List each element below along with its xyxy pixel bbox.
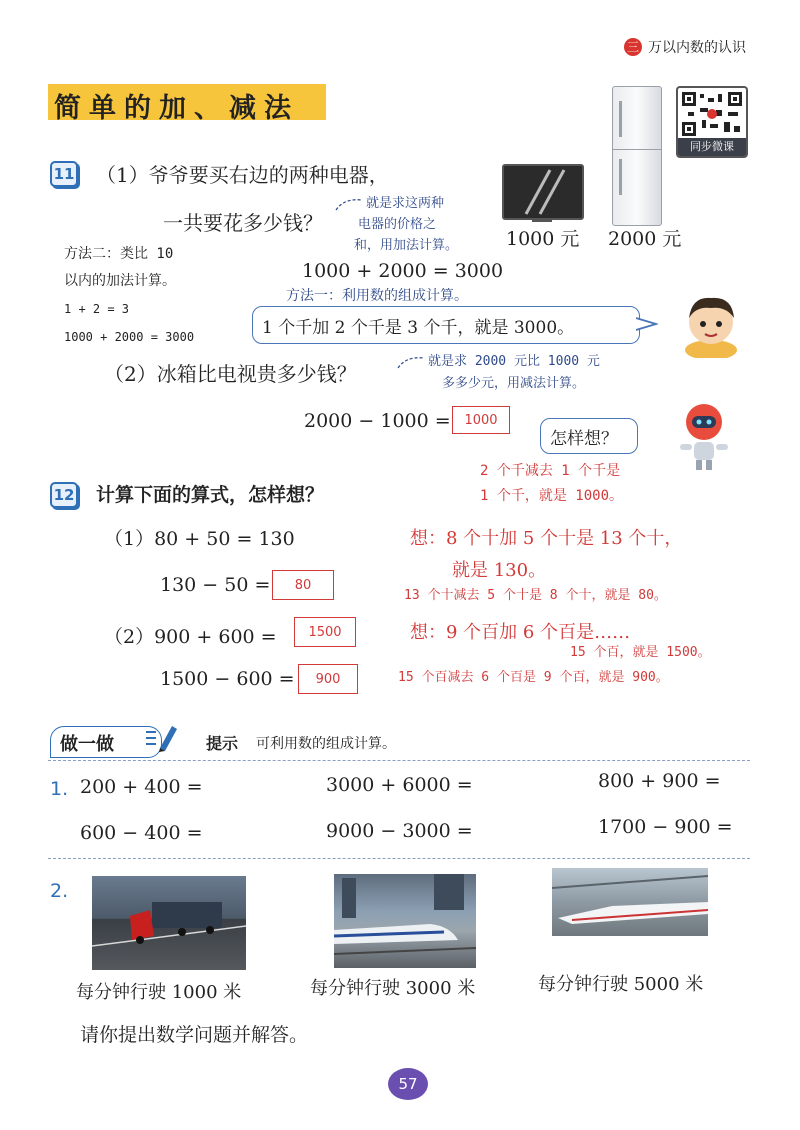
exercise-1-item: 600 − 400 = [80,822,203,844]
qr-label: 同步微课 [678,138,746,156]
unit-title: 万以内数的认识 [648,40,746,56]
q12-part1-eq2: 130 − 50 = [160,574,271,596]
think2-line2: 15 个百，就是 1500。 [570,645,711,660]
tv-stand [532,218,552,222]
note1-line3: 和，用加法计算。 [354,238,459,253]
q12-part2-eq1: （2）900 + 600 = [104,626,277,648]
exercise-1-item: 200 + 400 = [80,776,203,798]
exercise-1-item: 1700 − 900 = [598,816,733,838]
photo-caption-3: 每分钟行驶 5000 米 [538,974,704,995]
note1-line2: 电器的价格之 [358,217,437,232]
hint-label: 提示 [206,734,239,753]
exercise-1-item: 3000 + 6000 = [326,774,473,796]
think1-line1: 想：8 个十加 5 个十是 13 个十， [410,528,683,549]
q12-title: 计算下面的算式，怎样想？ [96,484,325,506]
note2-line1: 就是求 2000 元比 1000 元 [428,354,600,369]
eq2-answer-box[interactable]: 1000 [452,406,510,434]
exercise-1-number: 1. [50,778,69,800]
think2-line1: 想：9 个百加 6 个百是…… [410,622,631,643]
robot-note-line1: 2 个千减去 1 个千是 [480,463,621,479]
think2-line3: 15 个百减去 6 个百是 9 个百，就是 900。 [398,670,669,685]
tv-screen-icon [504,166,582,218]
exercise-1-item: 9000 − 3000 = [326,820,473,842]
pencil-icon [144,722,178,752]
robot-bubble-text: 怎样想？ [550,429,618,449]
think1-line2: 就是 130。 [452,560,547,581]
qr-code[interactable] [676,86,748,158]
section-title: 简单的加、减法 [54,93,299,124]
robot-icon [674,400,734,472]
page-number: 57 [388,1068,428,1100]
eq-main: 1000 + 2000 = 3000 [302,260,504,282]
note1-line1: 就是求这两种 [366,196,445,211]
exercise-1-item: 800 + 900 = [598,770,721,792]
speech-bubble-boy-text: 1 个千加 2 个千是 3 个千，就是 3000。 [262,318,575,338]
note2-line2: 多多少元，用减法计算。 [442,376,586,391]
fridge-image [612,86,662,226]
method2-line2: 以内的加法计算。 [64,273,176,289]
note2-arrow-icon [396,354,426,370]
unit-badge: 三 [624,38,642,56]
tv-image [502,164,584,220]
train-icon [334,874,476,968]
q11-part1-line1: （1）爷爷要买右边的两种电器， [96,163,389,187]
q11-part1-line2: 一共要花多少钱？ [163,211,323,235]
method2-eq2: 1000 + 2000 = 3000 [64,330,195,344]
boy-avatar-icon [678,288,744,358]
note1-arrow-icon [334,196,364,212]
tv-price: 1000 元 [506,228,580,250]
q12-part2-answer-box-2[interactable]: 900 [298,664,358,694]
q12-part2-eq2: 1500 − 600 = [160,668,295,690]
method1-label: 方法一：利用数的组成计算。 [286,288,468,304]
problem-11-badge: 11 [50,161,78,187]
qr-pattern-icon [680,90,744,138]
divider-2 [48,858,750,859]
divider-1 [48,760,750,761]
method2-eq1: 1 + 2 = 3 [64,302,130,316]
photo-caption-2: 每分钟行驶 3000 米 [310,978,476,999]
think1-line3: 13 个十减去 5 个十是 8 个十，就是 80。 [404,588,667,603]
train-photo-2 [552,868,708,936]
practice-label: 做一做 [60,734,114,755]
train-icon [552,868,708,936]
robot-note-line2: 1 个千，就是 1000。 [480,488,624,504]
truck-photo [92,876,246,970]
q12-part2-answer-box-1[interactable]: 1500 [294,617,356,647]
truck-icon [92,876,246,970]
photo-caption-1: 每分钟行驶 1000 米 [76,982,242,1003]
problem-12-badge: 12 [50,482,78,508]
method2-line1: 方法二：类比 10 [64,246,174,262]
exercise-2-number: 2. [50,880,69,902]
q11-part2: （2）冰箱比电视贵多少钱？ [104,362,357,386]
hint-text: 可利用数的组成计算。 [256,736,396,752]
train-photo-1 [334,874,476,968]
q12-part1-answer-box[interactable]: 80 [272,570,334,600]
q12-part1-eq1: （1）80 + 50 = 130 [104,528,295,550]
exercise-2-question: 请你提出数学问题并解答。 [80,1024,309,1046]
eq2: 2000 − 1000 = [304,410,451,432]
fridge-price: 2000 元 [608,228,682,250]
bubble-tail-icon [636,316,658,332]
